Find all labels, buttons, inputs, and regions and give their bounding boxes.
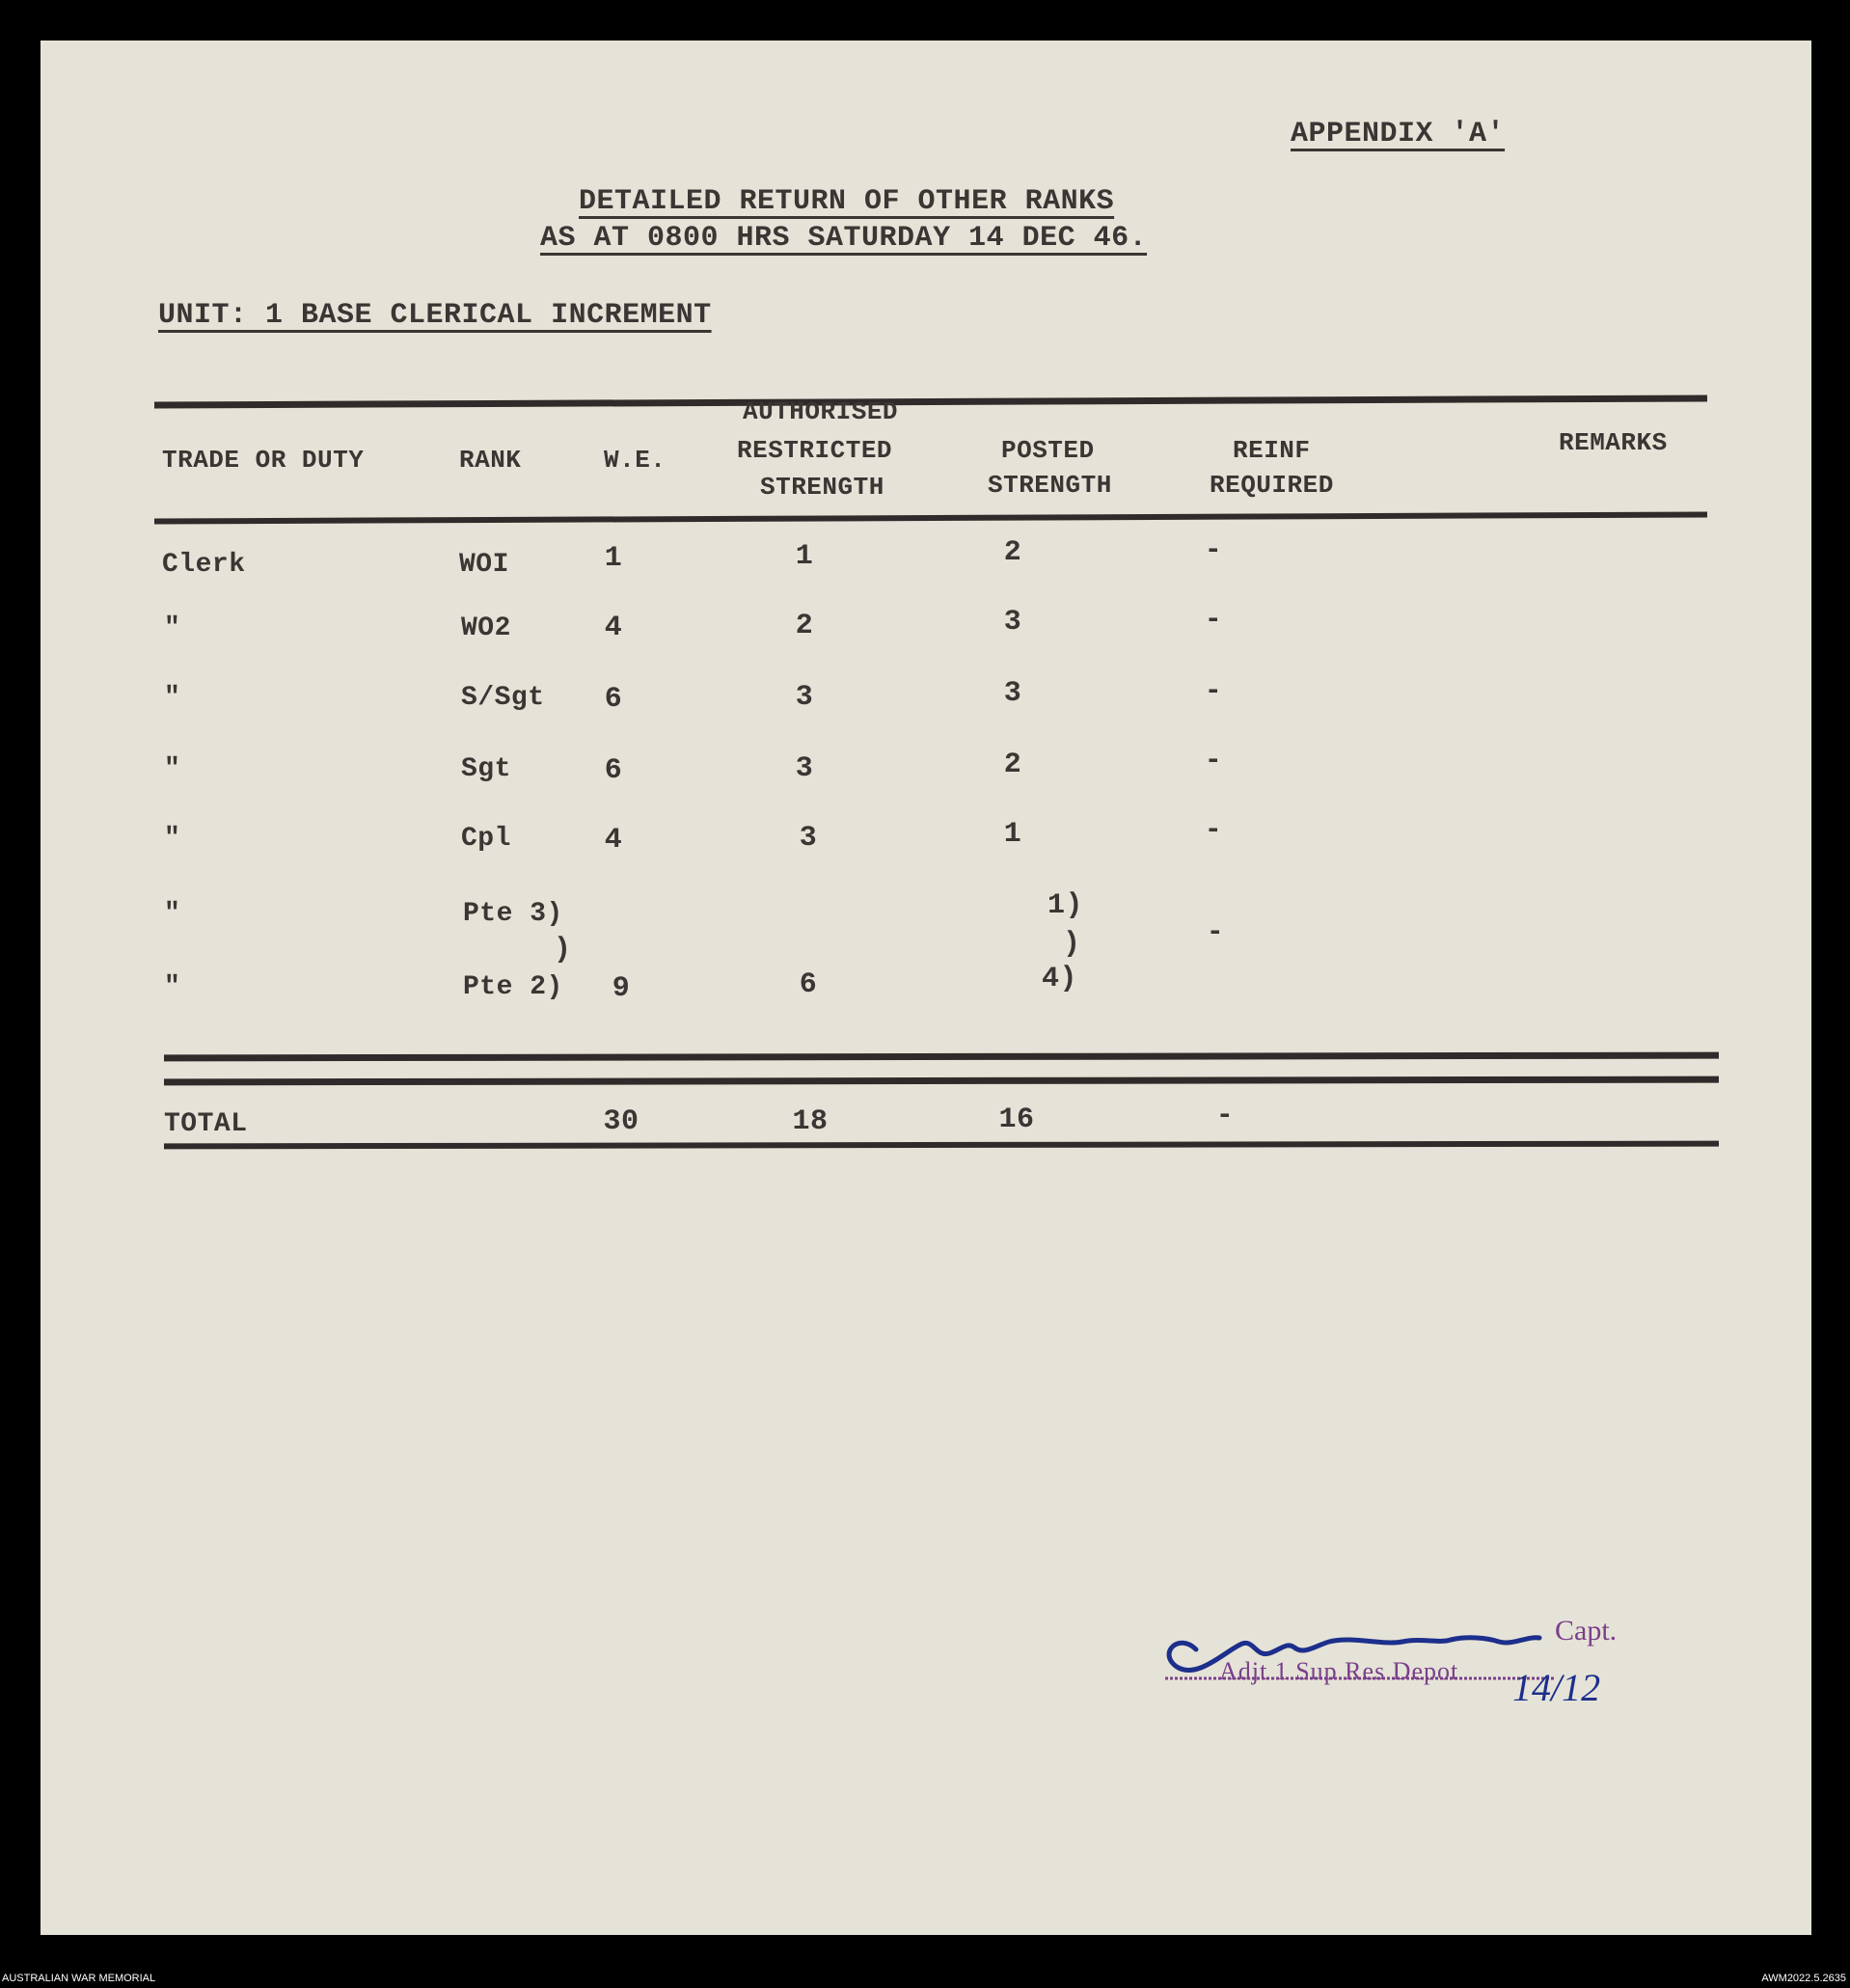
header-top-rule — [154, 395, 1707, 408]
table-row-5-trade: " — [164, 824, 181, 854]
table-row-6-rank: Pte 3) — [463, 899, 563, 929]
table-row-7-we: 9 — [612, 972, 631, 1005]
total-we: 30 — [603, 1105, 639, 1138]
footer-right: AWM2022.5.2635 — [1761, 1973, 1846, 1984]
total-bottom-rule — [164, 1141, 1719, 1150]
table-row-4-posted: 2 — [1003, 749, 1022, 781]
table-row-3-reinf: - — [1204, 675, 1223, 708]
table-row-1-auth: 1 — [795, 540, 814, 573]
table-row-6-trade: " — [164, 899, 181, 929]
table-row-3-posted: 3 — [1003, 677, 1022, 710]
title-line-1: DETAILED RETURN OF OTHER RANKS — [579, 185, 1115, 218]
table-row-1-trade: Clerk — [162, 550, 246, 580]
table-row-6-posted: 1) — [1047, 889, 1084, 922]
table-row-7-auth: 6 — [799, 968, 818, 1001]
table-row-3-we: 6 — [604, 683, 623, 716]
table-row-2-reinf: - — [1204, 604, 1223, 637]
table-row-2-posted: 3 — [1003, 606, 1022, 639]
table-row-1-reinf: - — [1204, 534, 1223, 567]
total-label: TOTAL — [164, 1109, 248, 1139]
brace-rank: ) — [554, 934, 572, 967]
brace-posted: ) — [1063, 928, 1081, 961]
table-row-4-reinf: - — [1204, 745, 1223, 777]
table-row-5-we: 4 — [604, 824, 623, 857]
total-posted: 16 — [998, 1103, 1035, 1136]
table-row-5-rank: Cpl — [461, 824, 511, 854]
table-row-5-posted: 1 — [1003, 818, 1022, 851]
table-row-1-rank: WOI — [459, 550, 509, 580]
total-auth: 18 — [792, 1105, 829, 1138]
table-row-2-trade: " — [164, 613, 181, 643]
header-rank: RANK — [459, 446, 522, 475]
table-row-1-posted: 2 — [1003, 536, 1022, 569]
header-posted-strength: STRENGTH — [988, 471, 1112, 500]
table-row-4-rank: Sgt — [461, 754, 511, 784]
table-row-1-we: 1 — [604, 542, 623, 575]
title-line-2: AS AT 0800 HRS SATURDAY 14 DEC 46. — [540, 222, 1148, 255]
table-row-5-reinf: - — [1204, 814, 1223, 847]
unit-heading: UNIT: 1 BASE CLERICAL INCREMENT — [158, 299, 712, 332]
table-row-7-posted: 4) — [1042, 963, 1078, 995]
capt-label: Capt. — [1555, 1615, 1618, 1647]
header-restricted: RESTRICTED — [737, 436, 893, 465]
table-row-7-reinf: - — [1206, 916, 1225, 949]
footer-left: AUSTRALIAN WAR MEMORIAL — [2, 1973, 156, 1984]
table-row-4-trade: " — [164, 754, 181, 784]
header-remarks: REMARKS — [1559, 428, 1668, 457]
table-row-3-rank: S/Sgt — [461, 683, 545, 713]
header-posted: POSTED — [1001, 436, 1095, 465]
header-trade: TRADE OR DUTY — [162, 446, 365, 475]
total-top-rule-2 — [164, 1076, 1719, 1086]
header-auth-strength: STRENGTH — [760, 473, 884, 502]
table-row-2-rank: WO2 — [461, 613, 511, 643]
adjt-stamp: Adjt 1 Sup Res Depot — [1219, 1657, 1459, 1685]
total-top-rule-1 — [164, 1052, 1719, 1062]
table-row-2-auth: 2 — [795, 610, 814, 642]
table-row-4-we: 6 — [604, 754, 623, 787]
header-reinf-required: REQUIRED — [1210, 471, 1334, 500]
document-page — [41, 41, 1811, 1935]
table-row-3-auth: 3 — [795, 681, 814, 714]
handwritten-date: 14/12 — [1512, 1666, 1601, 1709]
table-row-7-trade: " — [164, 972, 181, 1002]
table-row-5-auth: 3 — [799, 822, 818, 855]
header-we: W.E. — [604, 446, 667, 475]
table-row-2-we: 4 — [604, 612, 623, 644]
table-row-7-rank: Pte 2) — [463, 972, 563, 1002]
header-bottom-rule — [154, 511, 1707, 524]
appendix-heading: APPENDIX 'A' — [1291, 118, 1506, 150]
total-reinf: - — [1215, 1100, 1235, 1132]
table-row-4-auth: 3 — [795, 752, 814, 785]
header-reinf: REINF — [1233, 436, 1311, 465]
header-authorised: AUTHORISED — [743, 397, 899, 426]
table-row-3-trade: " — [164, 683, 181, 713]
